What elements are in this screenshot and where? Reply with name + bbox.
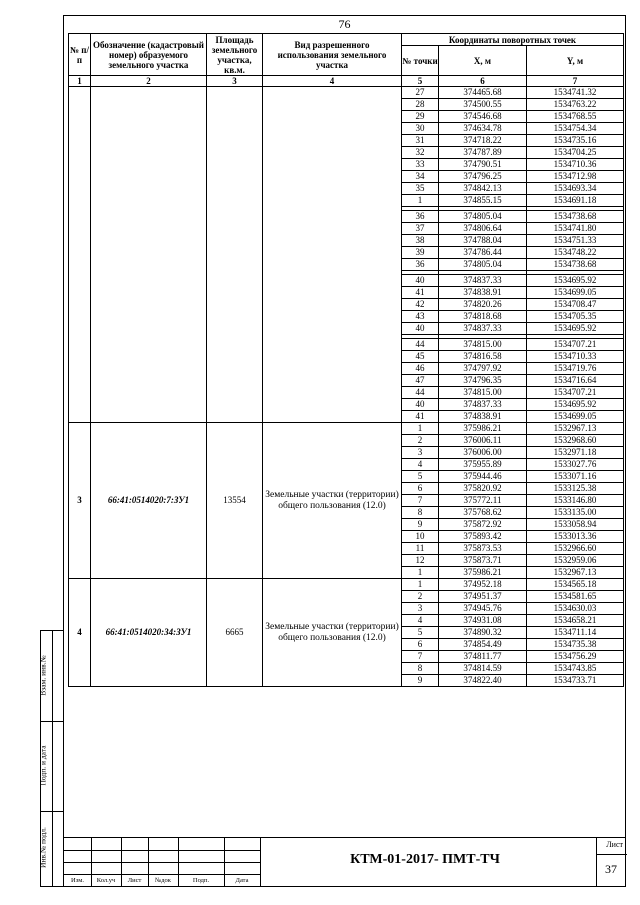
coord-y: 1534705.35 xyxy=(527,311,624,323)
coord-x: 374822.40 xyxy=(439,675,527,687)
coord-y: 1534710.33 xyxy=(527,351,624,363)
coord-y: 1532968.60 xyxy=(527,435,624,447)
point-number: 41 xyxy=(402,411,439,423)
coord-y: 1534716.64 xyxy=(527,375,624,387)
coord-y: 1532967.13 xyxy=(527,423,624,435)
coord-y: 1534743.85 xyxy=(527,663,624,675)
cadastral-number: 66:41:0514020:34:ЗУ1 xyxy=(91,579,207,687)
header-col4: Вид разрешенного использования земельного участка xyxy=(263,34,402,76)
coord-y: 1534735.38 xyxy=(527,639,624,651)
coord-x: 374838.91 xyxy=(439,287,527,299)
column-number: 3 xyxy=(207,76,263,87)
coord-y: 1533135.00 xyxy=(527,507,624,519)
coord-y: 1534708.47 xyxy=(527,299,624,311)
stamp-line xyxy=(64,862,260,863)
coord-x: 375986.21 xyxy=(439,423,527,435)
point-number: 1 xyxy=(402,567,439,579)
point-number: 1 xyxy=(402,423,439,435)
point-number: 1 xyxy=(402,195,439,207)
coord-x: 374465.68 xyxy=(439,87,527,99)
column-number: 7 xyxy=(527,76,624,87)
coord-x: 375873.53 xyxy=(439,543,527,555)
header-coords-group: Координаты поворотных точек xyxy=(402,34,624,46)
coord-y: 1533027.76 xyxy=(527,459,624,471)
coord-x: 374718.22 xyxy=(439,135,527,147)
stamp-label-ndoc: №док xyxy=(155,877,171,884)
coord-x: 375986.21 xyxy=(439,567,527,579)
coord-y: 1534630.03 xyxy=(527,603,624,615)
point-number: 40 xyxy=(402,399,439,411)
coord-x: 374805.04 xyxy=(439,211,527,223)
coord-y: 1534756.29 xyxy=(527,651,624,663)
point-number: 4 xyxy=(402,615,439,627)
point-number: 34 xyxy=(402,171,439,183)
coord-y: 1534754.34 xyxy=(527,123,624,135)
column-number: 1 xyxy=(69,76,91,87)
point-number: 46 xyxy=(402,363,439,375)
permitted-use xyxy=(263,87,402,423)
point-number: 42 xyxy=(402,299,439,311)
coord-y: 1534691.18 xyxy=(527,195,624,207)
header-col6: X, м xyxy=(439,46,527,76)
stamp-label-podp: Подп. xyxy=(192,877,210,884)
table-row xyxy=(69,87,624,99)
cadastral-number xyxy=(91,87,207,423)
coord-x: 374634.78 xyxy=(439,123,527,135)
coord-x: 374797.92 xyxy=(439,363,527,375)
coord-x: 374890.32 xyxy=(439,627,527,639)
coord-y: 1534719.76 xyxy=(527,363,624,375)
coord-y: 1534733.71 xyxy=(527,675,624,687)
column-number-row xyxy=(69,76,624,87)
coord-y: 1534738.68 xyxy=(527,259,624,271)
stamp-label-koluch: Кол.уч xyxy=(96,877,116,884)
column-number: 2 xyxy=(91,76,207,87)
point-number: 30 xyxy=(402,123,439,135)
parcel-number xyxy=(69,87,91,423)
point-number: 45 xyxy=(402,351,439,363)
coord-x: 374837.33 xyxy=(439,323,527,335)
document-code: КТМ-01-2017- ПМТ-ТЧ xyxy=(350,852,500,867)
stamp-label-izm: Изм. xyxy=(71,877,84,884)
point-number: 39 xyxy=(402,247,439,259)
coordinates-table xyxy=(68,33,624,687)
header-col7: Y, м xyxy=(527,46,624,76)
parcel-number: 3 xyxy=(69,423,91,579)
sheet-label: Лист xyxy=(606,840,623,849)
coord-x: 375955.89 xyxy=(439,459,527,471)
coord-x: 374815.00 xyxy=(439,339,527,351)
coord-y: 1534710.36 xyxy=(527,159,624,171)
coord-x: 374838.91 xyxy=(439,411,527,423)
point-number: 32 xyxy=(402,147,439,159)
point-number: 31 xyxy=(402,135,439,147)
coord-y: 1534748.22 xyxy=(527,247,624,259)
coord-y: 1534693.34 xyxy=(527,183,624,195)
side-label-inv: Инв.№ подл. xyxy=(38,827,48,868)
coord-x: 374815.00 xyxy=(439,387,527,399)
coord-y: 1534704.25 xyxy=(527,147,624,159)
coord-y: 1532966.60 xyxy=(527,543,624,555)
coord-y: 1533058.94 xyxy=(527,519,624,531)
point-number: 11 xyxy=(402,543,439,555)
coord-y: 1534707.21 xyxy=(527,387,624,399)
point-number: 44 xyxy=(402,387,439,399)
coord-x: 374854.49 xyxy=(439,639,527,651)
point-number: 2 xyxy=(402,591,439,603)
point-number: 5 xyxy=(402,471,439,483)
coord-x: 374818.68 xyxy=(439,311,527,323)
point-number: 4 xyxy=(402,459,439,471)
coord-x: 374952.18 xyxy=(439,579,527,591)
coord-x: 374796.35 xyxy=(439,375,527,387)
coord-x: 375820.92 xyxy=(439,483,527,495)
coord-y: 1534768.55 xyxy=(527,111,624,123)
coord-x: 374842.13 xyxy=(439,183,527,195)
table-row xyxy=(69,423,624,435)
coord-y: 1534735.16 xyxy=(527,135,624,147)
stamp-line xyxy=(596,838,597,886)
point-number: 47 xyxy=(402,375,439,387)
coord-x: 374500.55 xyxy=(439,99,527,111)
coord-y: 1534699.05 xyxy=(527,287,624,299)
point-number: 33 xyxy=(402,159,439,171)
stamp-line xyxy=(64,850,260,851)
coord-y: 1533071.16 xyxy=(527,471,624,483)
point-number: 44 xyxy=(402,339,439,351)
coord-x: 374837.33 xyxy=(439,275,527,287)
coord-y: 1534581.65 xyxy=(527,591,624,603)
point-number: 6 xyxy=(402,483,439,495)
coord-x: 376006.11 xyxy=(439,435,527,447)
coord-x: 374820.26 xyxy=(439,299,527,311)
coord-y: 1534712.98 xyxy=(527,171,624,183)
side-strip-inner xyxy=(52,630,64,887)
point-number: 6 xyxy=(402,639,439,651)
coord-y: 1534565.18 xyxy=(527,579,624,591)
point-number: 3 xyxy=(402,603,439,615)
coord-x: 375768.62 xyxy=(439,507,527,519)
coord-x: 376006.00 xyxy=(439,447,527,459)
coord-x: 374837.33 xyxy=(439,399,527,411)
point-number: 38 xyxy=(402,235,439,247)
coord-y: 1534695.92 xyxy=(527,399,624,411)
parcel-area xyxy=(207,87,263,423)
point-number: 37 xyxy=(402,223,439,235)
coord-x: 374788.04 xyxy=(439,235,527,247)
coord-y: 1534751.33 xyxy=(527,235,624,247)
parcel-number: 4 xyxy=(69,579,91,687)
parcel-area: 6665 xyxy=(207,579,263,687)
sheet-number: 37 xyxy=(605,862,617,876)
coord-x: 375893.42 xyxy=(439,531,527,543)
point-number: 8 xyxy=(402,507,439,519)
header-col5: № точки xyxy=(402,46,439,76)
coord-y: 1534699.05 xyxy=(527,411,624,423)
column-number: 6 xyxy=(439,76,527,87)
coord-y: 1533146.80 xyxy=(527,495,624,507)
point-number: 29 xyxy=(402,111,439,123)
coord-y: 1534707.21 xyxy=(527,339,624,351)
column-number: 4 xyxy=(263,76,402,87)
coord-y: 1532967.13 xyxy=(527,567,624,579)
coord-y: 1534695.92 xyxy=(527,323,624,335)
coord-x: 374855.15 xyxy=(439,195,527,207)
coord-y: 1534695.92 xyxy=(527,275,624,287)
point-number: 9 xyxy=(402,519,439,531)
coord-x: 374787.89 xyxy=(439,147,527,159)
coord-y: 1532971.18 xyxy=(527,447,624,459)
document-sheet xyxy=(63,15,626,887)
permitted-use: Земельные участки (территории) общего пользования (12.0) xyxy=(263,579,402,687)
table-body xyxy=(69,87,624,687)
point-number: 8 xyxy=(402,663,439,675)
coord-x: 374951.37 xyxy=(439,591,527,603)
header-col2: Обозначение (кадастровый номер) образуемого земельного участка xyxy=(91,34,207,76)
point-number: 40 xyxy=(402,275,439,287)
point-number: 36 xyxy=(402,211,439,223)
point-number: 7 xyxy=(402,651,439,663)
coord-y: 1534763.22 xyxy=(527,99,624,111)
coord-y: 1534658.21 xyxy=(527,615,624,627)
side-label-vzam: Взам. инв.№ xyxy=(38,655,48,696)
point-number: 35 xyxy=(402,183,439,195)
coord-y: 1533125.38 xyxy=(527,483,624,495)
permitted-use: Земельные участки (территории) общего пользования (12.0) xyxy=(263,423,402,579)
point-number: 28 xyxy=(402,99,439,111)
coord-y: 1534711.14 xyxy=(527,627,624,639)
page-number: 76 xyxy=(338,17,351,31)
coord-y: 1534741.32 xyxy=(527,87,624,99)
coord-y: 1533013.36 xyxy=(527,531,624,543)
coord-y: 1534741.80 xyxy=(527,223,624,235)
coord-x: 374816.58 xyxy=(439,351,527,363)
point-number: 2 xyxy=(402,435,439,447)
point-number: 3 xyxy=(402,447,439,459)
coord-x: 375873.71 xyxy=(439,555,527,567)
coord-x: 374945.76 xyxy=(439,603,527,615)
point-number: 36 xyxy=(402,259,439,271)
coord-y: 1532959.06 xyxy=(527,555,624,567)
point-number: 10 xyxy=(402,531,439,543)
point-number: 1 xyxy=(402,579,439,591)
point-number: 27 xyxy=(402,87,439,99)
header-col1: № п/п xyxy=(69,34,91,76)
parcel-area: 13554 xyxy=(207,423,263,579)
stamp-label-data: Дата xyxy=(235,877,249,884)
stamp-line xyxy=(596,854,627,855)
point-number: 43 xyxy=(402,311,439,323)
point-number: 9 xyxy=(402,675,439,687)
coord-y: 1534738.68 xyxy=(527,211,624,223)
header-col3: Площадь земельного участка, кв.м. xyxy=(207,34,263,76)
column-number: 5 xyxy=(402,76,439,87)
coord-x: 374546.68 xyxy=(439,111,527,123)
coord-x: 375872.92 xyxy=(439,519,527,531)
coord-x: 375944.46 xyxy=(439,471,527,483)
coord-x: 375772.11 xyxy=(439,495,527,507)
coord-x: 374790.51 xyxy=(439,159,527,171)
point-number: 41 xyxy=(402,287,439,299)
point-number: 40 xyxy=(402,323,439,335)
point-number: 12 xyxy=(402,555,439,567)
coord-x: 374811.77 xyxy=(439,651,527,663)
table-row xyxy=(69,579,624,591)
stamp-line xyxy=(64,874,260,875)
coord-x: 374786.44 xyxy=(439,247,527,259)
point-number: 5 xyxy=(402,627,439,639)
coord-x: 374796.25 xyxy=(439,171,527,183)
coord-x: 374806.64 xyxy=(439,223,527,235)
coord-x: 374805.04 xyxy=(439,259,527,271)
cadastral-number: 66:41:0514020:7:ЗУ1 xyxy=(91,423,207,579)
title-block xyxy=(64,837,625,886)
side-label-podp: Подп. и дата xyxy=(38,745,48,786)
coord-x: 374931.08 xyxy=(439,615,527,627)
stamp-label-list: Лист xyxy=(127,877,142,884)
point-number: 7 xyxy=(402,495,439,507)
coord-x: 374814.59 xyxy=(439,663,527,675)
